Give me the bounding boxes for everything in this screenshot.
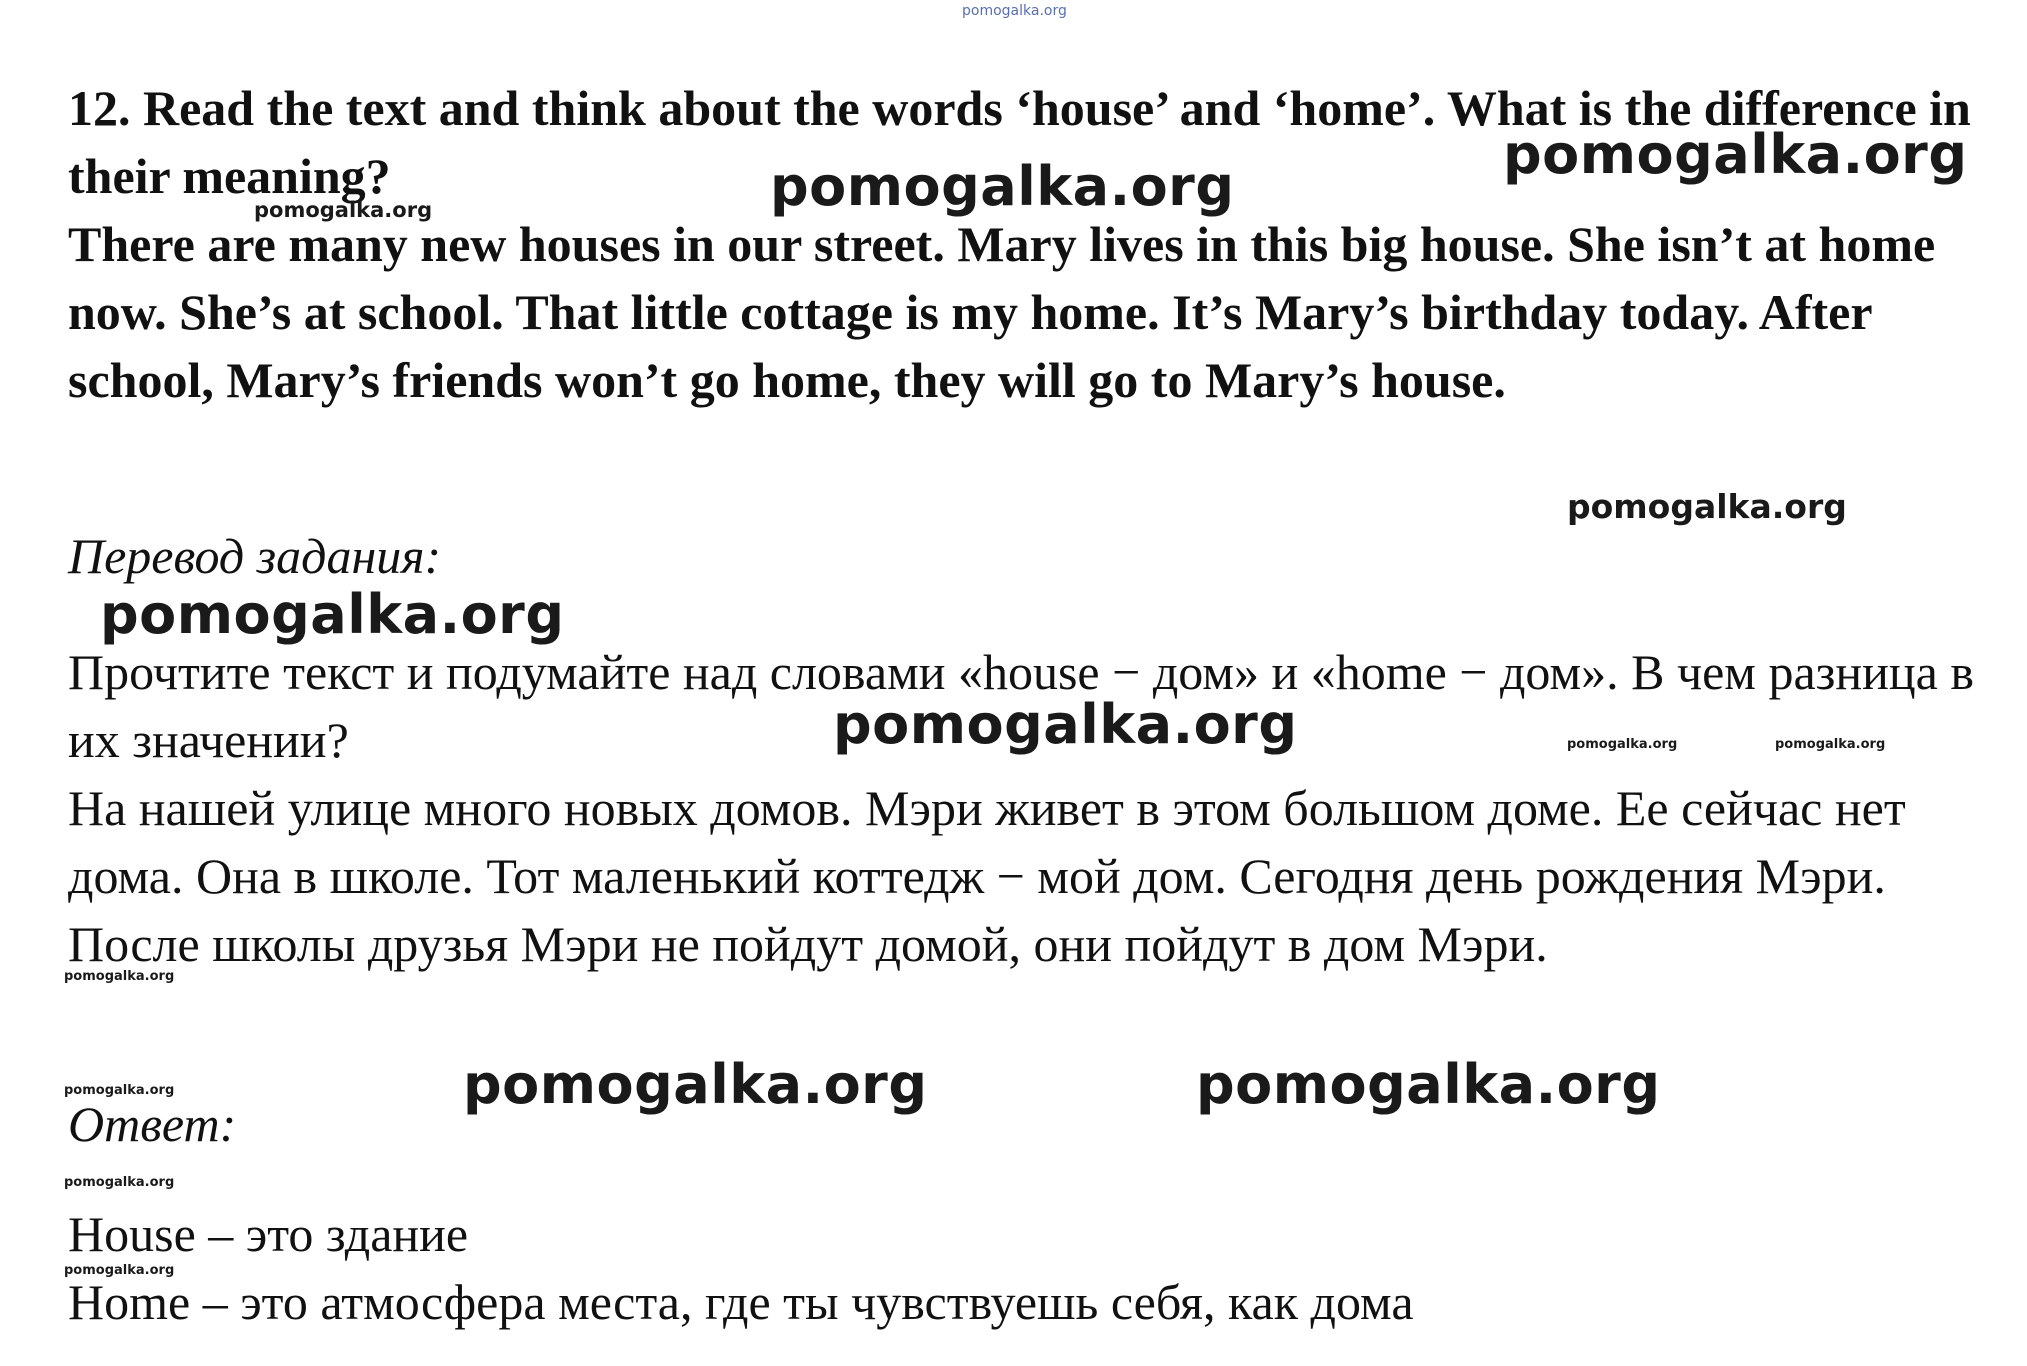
watermark-tiny: pomogalka.org	[64, 1263, 175, 1278]
translation-text: На нашей улице много новых домов. Мэри живет в этом большом доме. Ее сейчас нет дома. Она в школе. Тот маленький коттедж − мой дом. Сегодня день рождения Мэри. После школы друзья Мэри не пойдут домой, они пойдут в дом Мэри.	[68, 780, 1906, 972]
task-text: There are many new houses in our street. Mary lives in this big house. She isn’t at home now. She’s at school. That little cottage is my home. It’s Mary’s birthday today. After school, Mary’s friends won’t go home, they will go to Mary’s house.	[68, 216, 1936, 408]
watermark-small: pomogalka.org	[254, 198, 433, 222]
watermark-large: pomogalka.org	[1503, 123, 1968, 186]
watermark-tiny: pomogalka.org	[1775, 737, 1886, 752]
answer-line-house: House – это здание	[68, 1206, 469, 1262]
watermark-tiny: pomogalka.org	[64, 969, 175, 984]
watermark-tiny: pomogalka.org	[64, 1083, 175, 1098]
translation-label: Перевод задания:	[68, 528, 442, 584]
watermark-large: pomogalka.org	[100, 583, 565, 646]
watermark-tiny: pomogalka.org	[1567, 737, 1678, 752]
watermark-large: pomogalka.org	[1196, 1053, 1661, 1116]
watermark-top: pomogalka.org	[962, 3, 1067, 19]
answer-block	[68, 1200, 2008, 1336]
watermark-medium: pomogalka.org	[1567, 487, 1847, 526]
watermark-large: pomogalka.org	[833, 693, 1298, 756]
translation-instruction: Прочтите текст и подумайте над словами «house − дом» и «home − дом». В чем разница в их значении?	[68, 644, 1974, 768]
task-heading: 12. Read the text and think about the words ‘house’ and ‘home’. What is the difference in their meaning?	[68, 80, 1971, 204]
answer-line-home: Home – это атмосфера места, где ты чувствуешь себя, как дома	[68, 1274, 1414, 1330]
watermark-tiny: pomogalka.org	[64, 1175, 175, 1190]
watermark-large: pomogalka.org	[770, 155, 1235, 218]
answer-label: Ответ:	[68, 1096, 237, 1152]
translation-block	[68, 638, 2008, 978]
watermark-large: pomogalka.org	[463, 1053, 928, 1116]
